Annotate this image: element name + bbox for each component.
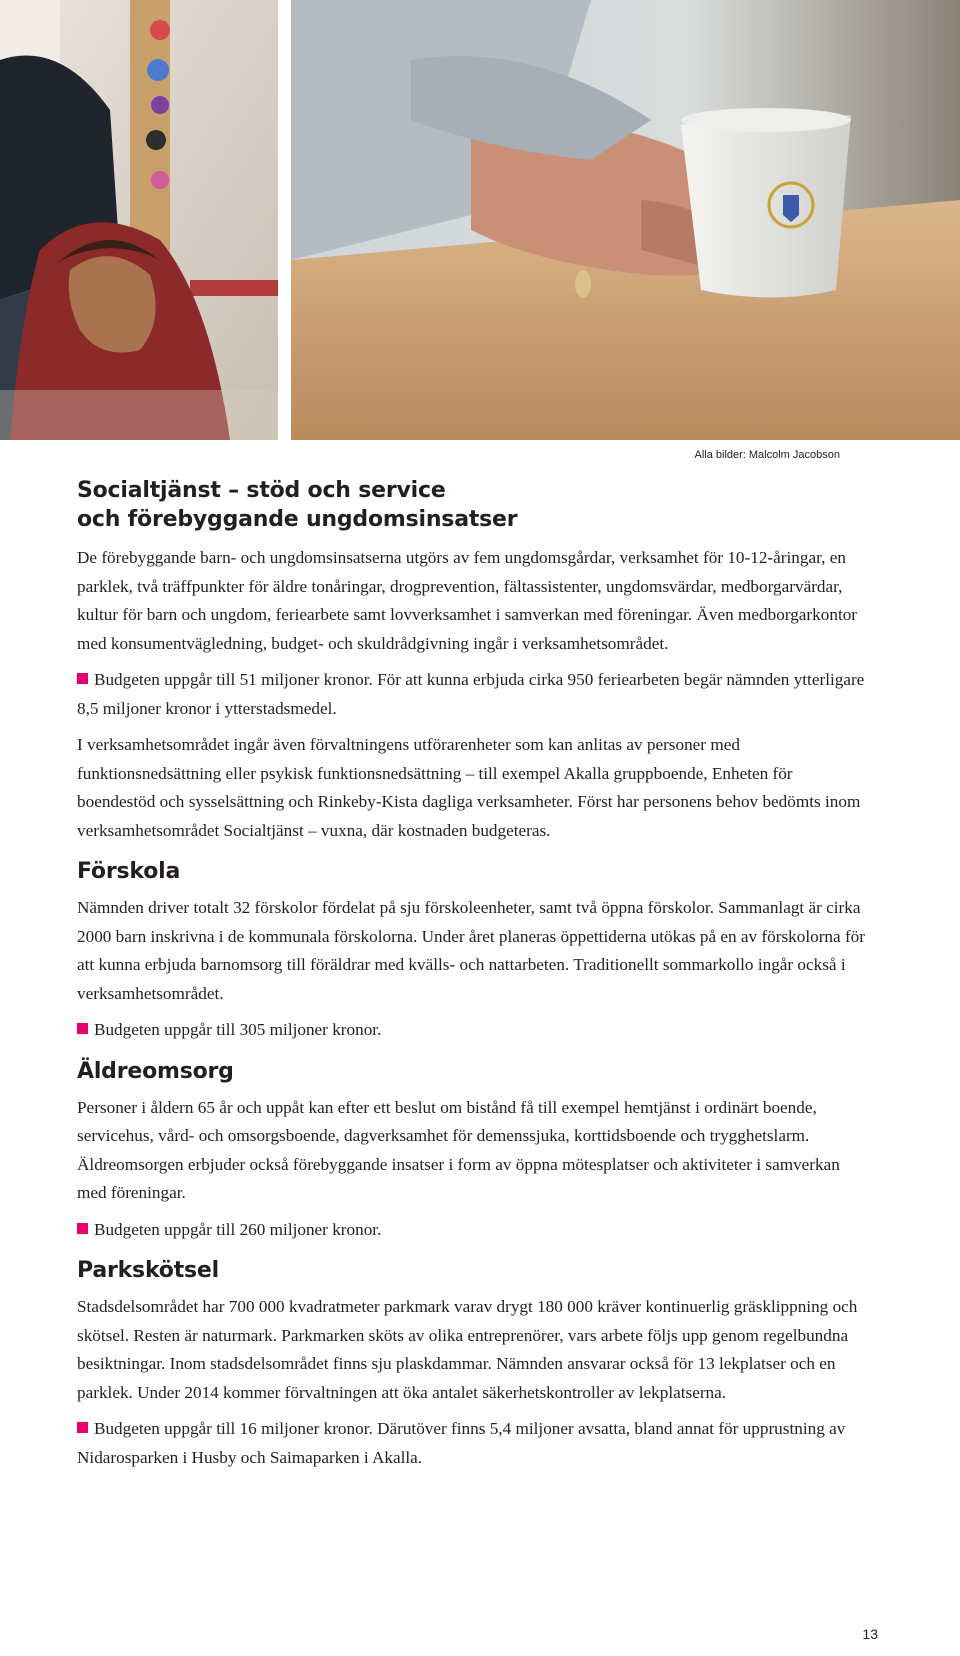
- bullet-square-icon: [77, 1023, 88, 1034]
- heading-forskola: Förskola: [77, 859, 181, 884]
- paragraph-aldreomsorg: Personer i åldern 65 år och uppåt kan efter ett beslut om bistånd få till exempel hemtjänst i ordinärt boende, servicehus, vård- och omsorgsboende, dagverksamhet för demenssjuka, korttidsboende och trygghetslarm. Äldreomsorgen erbjuder också förebyggande insatser i form av öppna mötesplatser och aktiviteter i samverkan med föreningar.: [77, 1097, 840, 1202]
- budget-socialtjanst: [77, 666, 867, 723]
- heading-socialtjanst: [77, 476, 867, 534]
- paragraph-parkskotsel: Stadsdelsområdet har 700 000 kvadratmeter parkmark varav drygt 180 000 kräver kontinuerlig gräsklippning och skötsel. Resten är naturmark. Parkmarken sköts av olika entreprenörer, vars arbete följs upp genom regelbundna besiktningar. Inom stadsdelsområdet finns sju plaskdammar. Nämnden ansvarar också för 13 lekplatser och en parklek. Under 2014 kommer förvaltningen att öka antalet säkerhetskontroller av lekplatserna.: [77, 1297, 858, 1402]
- budget-text: Budgeten uppgår till 260 miljoner kronor.: [94, 1219, 382, 1239]
- photo-credit: Alla bilder: Malcolm Jacobson: [694, 449, 840, 461]
- paragraph-socialtjanst-units: I verksamhetsområdet ingår även förvaltningens utförarenheter som kan anlitas av personer med funktionsnedsättning eller psykisk funktionsnedsättning – till exempel Akalla gruppboende, Enheten för boendestöd och sysselsättning och Rinkeby-Kista dagliga verksamheter. Först har personens behov bedömts inom verksamhetsområdet Socialtjänst – vuxna, där kostnaden budgeteras.: [77, 735, 861, 840]
- budget-parkskotsel: [77, 1415, 867, 1472]
- bullet-square-icon: [77, 1422, 88, 1433]
- budget-forskola: [77, 1016, 867, 1045]
- paragraph-socialtjanst-intro: De förebyggande barn- och ungdomsinsatserna utgörs av fem ungdomsgårdar, verksamhet för 10-12-åringar, en parklek, två träffpunkter för äldre tonåringar, drogprevention, fältassistenter, ungdomsvärdar, medborgarvärdar, kultur för barn och ungdom, feriearbete samt lovverksamhet i samverkan med föreningar. Även medborgarkontor med konsumentvägledning, budget- och skuldrådgivning ingår i verksamhetsområdet.: [77, 548, 858, 653]
- photo-hand-with-cup: [291, 0, 960, 440]
- bullet-square-icon: [77, 673, 88, 684]
- budget-text: Budgeten uppgår till 16 miljoner kronor. Därutöver finns 5,4 miljoner avsatta, bland annat för upprustning av Nidarosparken i Husby och Saimaparken i Akalla.: [77, 1419, 846, 1467]
- budget-aldreomsorg: [77, 1216, 867, 1245]
- heading-aldreomsorg: Äldreomsorg: [77, 1058, 234, 1084]
- bullet-square-icon: [77, 1223, 88, 1234]
- photo-woman-headscarf: [0, 0, 278, 440]
- budget-text: Budgeten uppgår till 51 miljoner kronor. För att kunna erbjuda cirka 950 feriearbeten begär nämnden ytterligare 8,5 miljoner kronor i ytterstadsmedel.: [77, 670, 865, 718]
- main-content: [77, 476, 867, 1480]
- paragraph-forskola: Nämnden driver totalt 32 förskolor fördelat på sju förskoleenheter, samt två öppna förskolor. Sammanlagt är cirka 2000 barn inskrivna i de kommunala förskolorna. Under året planeras öppettiderna utökas på en av förskolorna för att kunna erbjuda barnomsorg till föräldrar med kvälls- och nattarbeten. Traditionellt sommarkollo ingår också i verksamhetsområdet.: [77, 898, 865, 1003]
- heading-line-1: Socialtjänst – stöd och service: [77, 478, 446, 503]
- budget-text: Budgeten uppgår till 305 miljoner kronor.: [94, 1020, 382, 1039]
- page-number: 13: [862, 1626, 878, 1642]
- heading-line-2: och förebyggande ungdomsinsatser: [77, 507, 518, 532]
- heading-parkskotsel: Parkskötsel: [77, 1258, 219, 1283]
